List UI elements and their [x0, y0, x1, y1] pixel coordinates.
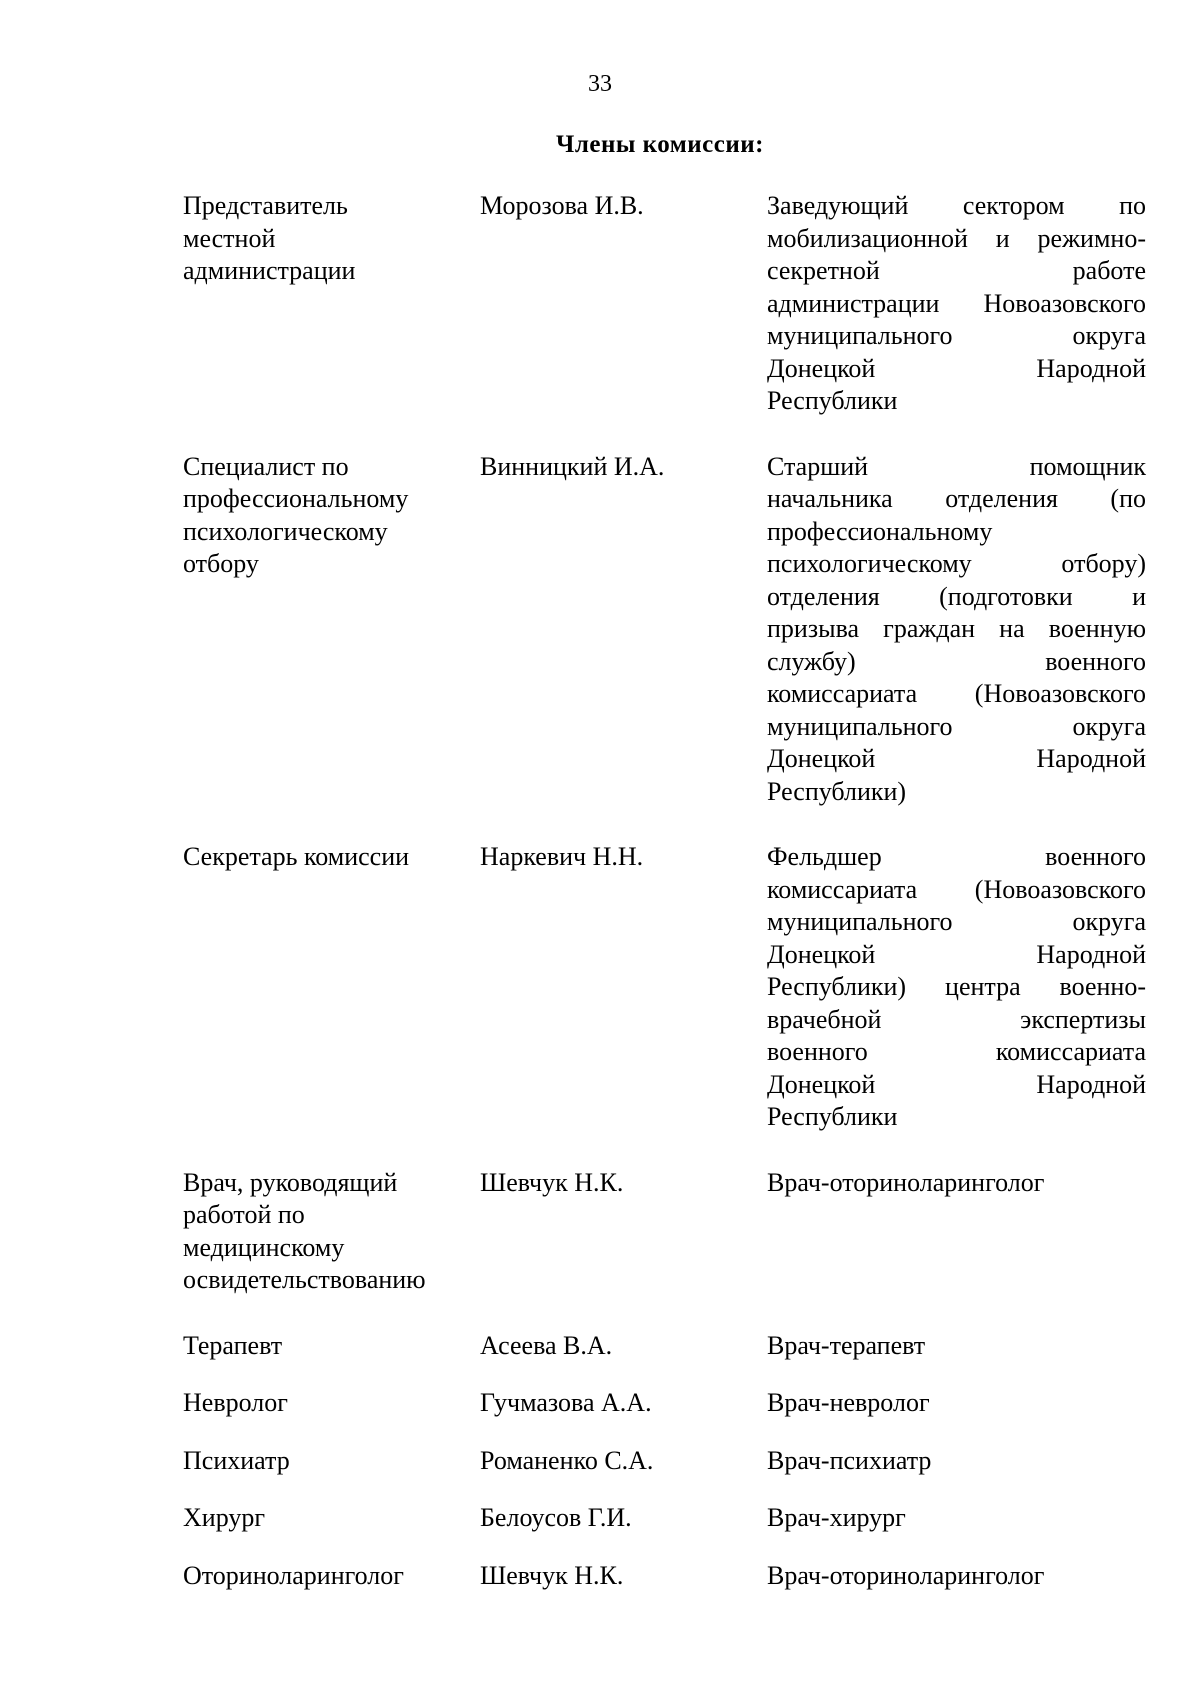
position-line: Донецкой Народной — [767, 1069, 1146, 1099]
position-line: Врач-психиатр — [767, 1445, 932, 1475]
role-line: местной — [183, 223, 276, 253]
position-line: Республики) центра военно- — [767, 972, 1146, 1001]
position-line: Республики — [767, 386, 898, 415]
position-line: муниципального округа — [767, 711, 1146, 741]
member-position — [767, 451, 1146, 809]
member-name: Наркевич Н.Н. — [480, 842, 644, 871]
role-line: Психиатр — [183, 1445, 290, 1475]
position-line: муниципального округа — [767, 321, 1146, 350]
position-line: профессиональному — [767, 516, 993, 546]
role-line: администрации — [183, 256, 356, 285]
position-line: Врач-оториноларинголог — [767, 1167, 1045, 1197]
role-line: освидетельствованию — [183, 1265, 426, 1294]
position-line: начальника отделения (по — [767, 484, 1146, 513]
member-position — [767, 841, 1146, 1134]
position-line: Врач-невролог — [767, 1388, 930, 1417]
member-role — [183, 1502, 480, 1535]
member-position — [767, 1387, 1146, 1420]
position-line: отделения (подготовки и — [767, 581, 1146, 611]
member-row — [183, 1330, 1146, 1363]
role-line: отбору — [183, 549, 259, 578]
role-line: психологическому — [183, 516, 388, 546]
page-number: 33 — [588, 71, 612, 97]
member-row — [183, 841, 1146, 1134]
member-role — [183, 1167, 480, 1297]
position-line: Врач-терапевт — [767, 1330, 926, 1360]
member-position — [767, 1330, 1146, 1363]
member-row — [183, 1560, 1146, 1593]
member-role — [183, 451, 480, 581]
position-line: комиссариата (Новоазовского — [767, 679, 1146, 708]
member-name: Гучмазова А.А. — [480, 1388, 652, 1417]
member-name: Шевчук Н.К. — [480, 1167, 624, 1197]
position-line: врачебной экспертизы — [767, 1004, 1146, 1034]
member-row — [183, 1387, 1146, 1420]
member-role — [183, 1387, 480, 1420]
position-line: Донецкой Народной — [767, 939, 1146, 969]
position-line: психологическому отбору) — [767, 549, 1146, 578]
role-line: профессиональному — [183, 484, 409, 513]
position-line: Старший помощник — [767, 451, 1146, 481]
member-position — [767, 1502, 1146, 1535]
position-line: Врач-оториноларинголог — [767, 1560, 1045, 1590]
member-name: Винницкий И.А. — [480, 451, 665, 481]
role-line: Секретарь комиссии — [183, 842, 410, 871]
member-row — [183, 1167, 1146, 1297]
member-position — [767, 1560, 1146, 1593]
member-role — [183, 841, 480, 874]
role-line: Врач, руководящий — [183, 1167, 398, 1197]
role-line: Специалист по — [183, 451, 349, 481]
position-line: Республики) — [767, 776, 907, 806]
section-heading: Члены комиссии: — [555, 131, 764, 158]
position-line: Фельдшер военного — [767, 842, 1146, 871]
position-line: Республики — [767, 1102, 898, 1131]
position-line: призыва граждан на военную — [767, 614, 1146, 643]
member-row — [183, 190, 1146, 418]
member-name: Шевчук Н.К. — [480, 1560, 624, 1590]
role-line: Представитель — [183, 191, 348, 220]
position-line: муниципального округа — [767, 907, 1146, 936]
member-position — [767, 1167, 1146, 1200]
position-line: военного комиссариата — [767, 1037, 1146, 1066]
role-line: Оториноларинголог — [183, 1560, 404, 1590]
position-line: Донецкой Народной — [767, 744, 1146, 773]
member-name: Асеева В.А. — [480, 1330, 613, 1360]
position-line: мобилизационной и режимно- — [767, 223, 1146, 253]
position-line: Врач-хирург — [767, 1503, 906, 1532]
position-line: Донецкой Народной — [767, 353, 1146, 383]
member-position — [767, 190, 1146, 418]
position-line: секретной работе — [767, 256, 1146, 285]
member-name: Белоусов Г.И. — [480, 1503, 632, 1532]
member-name: Романенко С.А. — [480, 1445, 654, 1475]
member-row — [183, 451, 1146, 809]
member-role — [183, 190, 480, 288]
member-row — [183, 1445, 1146, 1478]
member-role — [183, 1330, 480, 1363]
role-line: медицинскому — [183, 1232, 345, 1262]
member-position — [767, 1445, 1146, 1478]
role-line: работой по — [183, 1200, 305, 1229]
commission-members-list — [183, 190, 1146, 1592]
position-line: администрации Новоазовского — [767, 288, 1146, 318]
member-role — [183, 1560, 480, 1593]
role-line: Терапевт — [183, 1330, 283, 1360]
position-line: Заведующий сектором по — [767, 191, 1146, 220]
member-row — [183, 1502, 1146, 1535]
position-line: комиссариата (Новоазовского — [767, 874, 1146, 904]
member-role — [183, 1445, 480, 1478]
role-line: Невролог — [183, 1388, 288, 1417]
position-line: службу) военного — [767, 646, 1146, 676]
member-name: Морозова И.В. — [480, 191, 644, 220]
role-line: Хирург — [183, 1503, 266, 1532]
